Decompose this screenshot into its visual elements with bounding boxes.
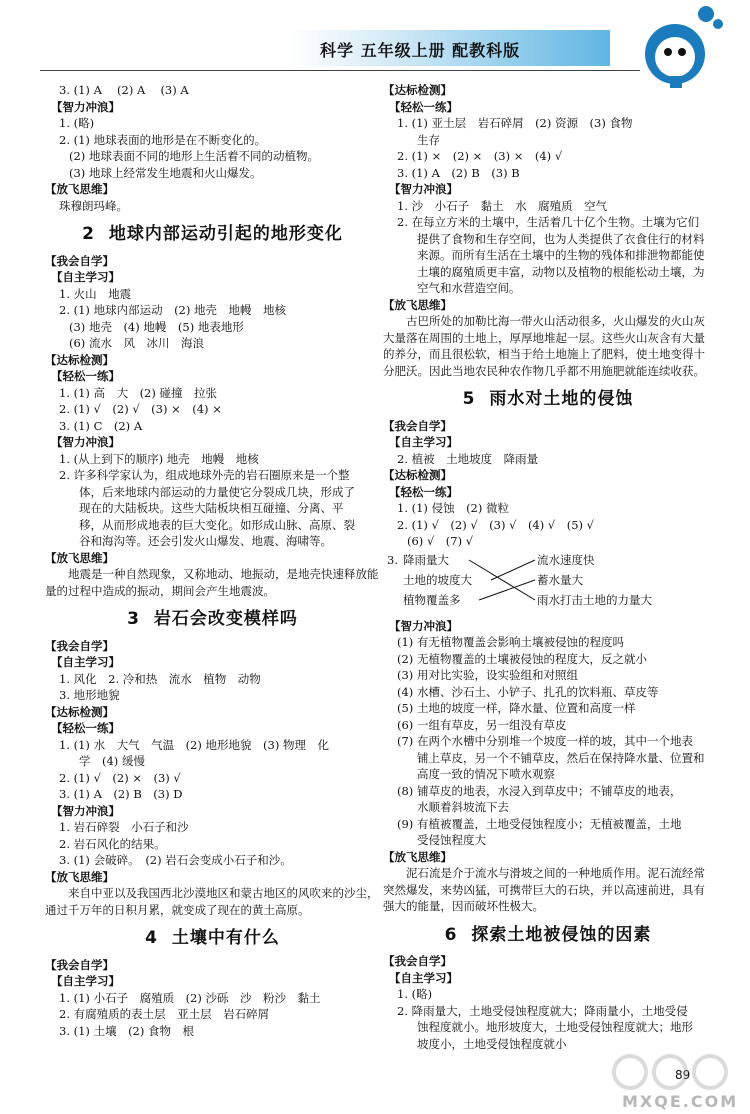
answer-line: 谷和海沟等。还会引发火山爆发、地震、海啸等。 (79, 534, 332, 548)
answer-line: 2. 植被 土地坡度 降雨量 (397, 451, 539, 466)
answer-line: 土壤的腐殖质更丰富，动物以及植物的根能松动土壤，为 (417, 264, 705, 279)
lesson-number: 4 (145, 928, 158, 948)
page-header-title: 科学 五年级上册 配教科版 (320, 41, 521, 60)
answer-line: (7) 在两个水槽中分别堆一个坡度一样的坡，其中一个地表 (397, 734, 693, 748)
match-line (469, 560, 535, 600)
answer-line: 2. (1) √ (2) × (3) √ (59, 770, 181, 785)
answer-line: (3) 地壳 (4) 地幔 (5) 地表地形 (69, 319, 244, 334)
page-number: 89 (675, 1068, 691, 1082)
answer-line: 2. 在每立方米的土壤中，生活着几十亿个生物。土壤为它们 (397, 215, 700, 229)
subsection-heading: 【自主学习】 (51, 270, 120, 284)
match-line (491, 560, 535, 580)
lesson-number: 3 (127, 609, 140, 629)
match-prefix: 3. (387, 552, 398, 567)
lesson-title-text: 探索土地被侵蚀的因素 (471, 924, 652, 945)
lesson-3-body (45, 638, 380, 919)
subsection-heading: 【自主学习】 (389, 435, 458, 449)
answer-line: 3. (1) C (2) A (59, 418, 143, 433)
subsection-heading: 【自主学习】 (389, 970, 458, 985)
answer-line: 高度一致的情况下喷水观察 (417, 767, 555, 781)
lesson-title-text: 雨水对土地的侵蚀 (489, 389, 634, 409)
left-column (45, 82, 380, 1039)
lesson-2-body (45, 253, 380, 600)
answer-line: (5) 土地的坡度一样，降水量、位置和高度一样 (397, 701, 636, 715)
lesson-5-title (383, 391, 713, 408)
answer-paragraph: 泥石流是介于流水与滑坡之间的一种地质作用。泥石流经常突然爆发，来势凶猛，可携带巨大的石块，并以高速前进，具有强大的能量，因而破坏性极大。 (383, 866, 705, 913)
section-heading: 【放飞思维】 (45, 182, 114, 196)
answer-line: 3. (1) A (2) B (3) D (59, 787, 183, 801)
answer-line: 1. 风化 2. 冷和热 流水 植物 动物 (59, 671, 261, 686)
answer-line: (3) 用对比实验，设实验组和对照组 (397, 668, 578, 682)
answer-line: (4) 水槽、沙石土、小铲子、扎孔的饮料瓶、草皮等 (397, 684, 659, 699)
lesson-6-title (383, 924, 713, 945)
section-heading: 【达标检测】 (383, 83, 452, 97)
section-heading: 【放飞思维】 (383, 297, 452, 312)
answer-line: 2. (1) √ (2) √ (3) × (4) × (59, 402, 222, 416)
match-right-item: 蓄水量大 (537, 572, 583, 587)
answer-line: 来源。而所有生活在土壤中的生物的残体和排泄物都能使 (417, 248, 705, 262)
lesson-title-text: 土壤中有什么 (171, 928, 280, 948)
subsection-heading: 【轻松一练】 (51, 721, 120, 735)
watermark-text: MXQE.COM (622, 1092, 739, 1111)
match-left-item: 土地的坡度大 (403, 572, 472, 587)
answer-line: 3. (1) A (2) A (3) A (59, 83, 189, 97)
answer-line: (6) 流水 风 冰川 海浪 (69, 336, 204, 350)
answer-line: 蚀程度就小。地形坡度大，土地受侵蚀程度就大；地形 (417, 1020, 693, 1034)
answer-paragraph: 地震是一种自然现象，又称地动、地振动，是地壳快速释放能量的过程中造成的振动，期间会产生地震波。 (45, 567, 379, 598)
answer-line: 1. (略) (397, 987, 433, 1001)
subsection-heading: 【自主学习】 (51, 655, 120, 669)
lesson-title-text: 岩石会改变模样吗 (153, 609, 298, 629)
answer-line: (1) 有无植物覆盖会影响土壤被侵蚀的程度吗 (397, 635, 624, 649)
answer-line: 1. (从上到下的顺序) 地壳 地幔 地核 (59, 451, 259, 466)
match-right-item: 雨水打击土地的力量大 (537, 592, 652, 607)
answer-line: (6) 一组有草皮，另一组没有草皮 (397, 717, 567, 732)
section-heading: 【达标检测】 (45, 352, 114, 367)
section-heading: 【达标检测】 (45, 704, 114, 719)
section-heading: 【放飞思维】 (45, 869, 114, 884)
answer-line: 2. (1) × (2) × (3) × (4) √ (397, 149, 563, 163)
section-heading: 【我会自学】 (45, 638, 114, 653)
answer-line: 2. 降雨量大，土地受侵蚀程度就大；降雨量小，土地受侵 (397, 1003, 688, 1018)
answer-line: 空气和水营造空间。 (417, 281, 521, 295)
answer-line: 移，从而形成地表的巨大变化。如形成山脉、高原、裂 (79, 517, 355, 532)
right-top-section (383, 82, 713, 379)
lesson-2-title (45, 226, 380, 243)
subsection-heading: 【轻松一练】 (51, 369, 120, 383)
answer-line: 3. (1) 会破碎。 (2) 岩石会变成小石子和沙。 (59, 853, 292, 867)
answer-line: 3. 地形地貌 (59, 688, 120, 702)
answer-line: 3. (1) A (2) B (3) B (397, 165, 520, 180)
match-right-item: 流水速度快 (537, 552, 595, 567)
match-left-item: 植物覆盖多 (403, 592, 461, 607)
answer-line: 提供了食物和生存空间，也为人类提供了衣食住行的材料 (417, 231, 705, 246)
section-heading: 【达标检测】 (383, 468, 452, 482)
lesson-number: 2 (82, 224, 95, 244)
answer-line: 2. 岩石风化的结果。 (59, 836, 166, 851)
section-heading: 【放飞思维】 (45, 550, 114, 565)
section-heading: 【我会自学】 (383, 418, 452, 433)
subsection-heading: 【智力冲浪】 (51, 435, 120, 449)
match-left-item: 降雨量大 (403, 552, 449, 567)
answer-line: (9) 有植被覆盖，土地受侵蚀程度小；无植被覆盖，土地 (397, 816, 682, 831)
answer-line: 水顺着斜坡流下去 (417, 800, 509, 814)
section-heading: 【放飞思维】 (383, 849, 452, 864)
header-rule (40, 70, 640, 71)
answer-line: 3. (1) 土壤 (2) 食物 根 (59, 1023, 195, 1038)
lesson-4-title (45, 930, 380, 947)
answer-line: 2. (1) 地球表面的地形是在不断变化的。 (59, 132, 267, 147)
answer-line: 1. 沙 小石子 黏土 水 腐殖质 空气 (397, 198, 608, 213)
lesson-4-body (45, 957, 380, 1040)
section-heading: 【我会自学】 (383, 954, 452, 968)
answer-line: (3) 地球上经常发生地震和火山爆发。 (69, 165, 262, 180)
answer-line: 1. (1) 水 大气 气温 (2) 地形地貌 (3) 物理 化 (59, 737, 329, 752)
answer-line: (6) √ (7) √ (407, 534, 474, 548)
lesson-title-text: 地球内部运动引起的地形变化 (108, 224, 343, 244)
matching-lines (397, 552, 697, 616)
answer-line: 体，后来地球内部运动的力量使它分裂成几块，形成了 (79, 484, 355, 499)
answer-line: 1. (1) 高 大 (2) 碰撞 拉张 (59, 385, 218, 400)
section-heading: 【我会自学】 (45, 253, 114, 268)
subsection-heading: 【智力冲浪】 (51, 99, 120, 114)
subsection-heading: 【智力冲浪】 (51, 803, 120, 818)
answer-line: 2. 有腐殖质的表土层 亚土层 岩石碎屑 (59, 1007, 270, 1021)
answer-line: 1. (1) 小石子 腐殖质 (2) 沙砾 沙 粉沙 黏土 (59, 990, 321, 1005)
subsection-heading: 【智力冲浪】 (389, 618, 458, 633)
answer-line: 1. (1) 亚土层 岩石碎屑 (2) 资源 (3) 食物 (397, 116, 633, 130)
right-column (383, 82, 713, 1052)
answer-line: 坡度小，土地受侵蚀程度就小 (417, 1036, 567, 1051)
lesson-number: 5 (462, 389, 476, 409)
subsection-heading: 【自主学习】 (51, 974, 120, 988)
lesson-6-body (383, 953, 713, 1052)
answer-line: 铺上草皮，另一个不铺草皮，然后在保持降水量、位置和 (417, 750, 705, 765)
cartoon-mascot-icon (620, 2, 730, 92)
left-top-section (45, 82, 380, 214)
lesson-5-body-a (383, 418, 713, 550)
section-heading: 【我会自学】 (45, 957, 114, 972)
answer-line: 2. (1) 地球内部运动 (2) 地壳 地幔 地核 (59, 303, 287, 317)
lesson-5-body-b (383, 618, 713, 915)
answer-line: 1. (1) 侵蚀 (2) 微粒 (397, 501, 510, 515)
answer-line: (2) 无植物覆盖的土壤被侵蚀的程度大，反之就小 (397, 651, 647, 666)
answer-line: 珠穆朗玛峰。 (59, 198, 128, 213)
answer-line: 生存 (417, 132, 440, 147)
answer-line: (2) 地球表面不同的地形上生活着不同的动植物。 (69, 149, 319, 163)
answer-line: 受侵蚀程度大 (417, 833, 486, 847)
answer-line: 1. 岩石碎裂 小石子和沙 (59, 820, 189, 834)
answer-line: 2. (1) √ (2) √ (3) √ (4) √ (5) √ (397, 517, 594, 532)
subsection-heading: 【轻松一练】 (389, 99, 458, 114)
lesson-3-title (45, 611, 380, 628)
answer-line: 1. 火山 地震 (59, 286, 132, 301)
lesson-number: 6 (444, 924, 458, 945)
matching-exercise (387, 552, 713, 616)
answer-line: 1. (略) (59, 116, 95, 130)
answer-paragraph: 古巴所处的加勒比海一带火山活动很多，火山爆发的火山灰大量落在周围的土地上，厚厚地堆起一层。这些火山灰含有大量的养分，而且很松软，相当于给土地施上了肥料，使土地变得十分肥沃。因此当地农民种农作物几乎都不用施肥就能连续收获。 (383, 314, 705, 378)
answer-line: 学 (4) 缓慢 (79, 754, 145, 768)
subsection-heading: 【轻松一练】 (389, 484, 458, 499)
answer-paragraph: 来自中亚以及我国西北沙漠地区和蒙古地区的风吹来的沙尘，通过千万年的日积月累，就变成了现在的黄土高原。 (45, 886, 379, 917)
subsection-heading: 【智力冲浪】 (389, 182, 458, 196)
answer-line: (8) 铺草皮的地表，水浸入到草皮中；不铺草皮的地表， (397, 783, 682, 798)
answer-line: 2. 许多科学家认为，组成地球外壳的岩石圈原来是一个整 (59, 468, 350, 482)
answer-line: 现在的大陆板块。这些大陆板块相互碰撞、分离、平 (79, 501, 344, 515)
